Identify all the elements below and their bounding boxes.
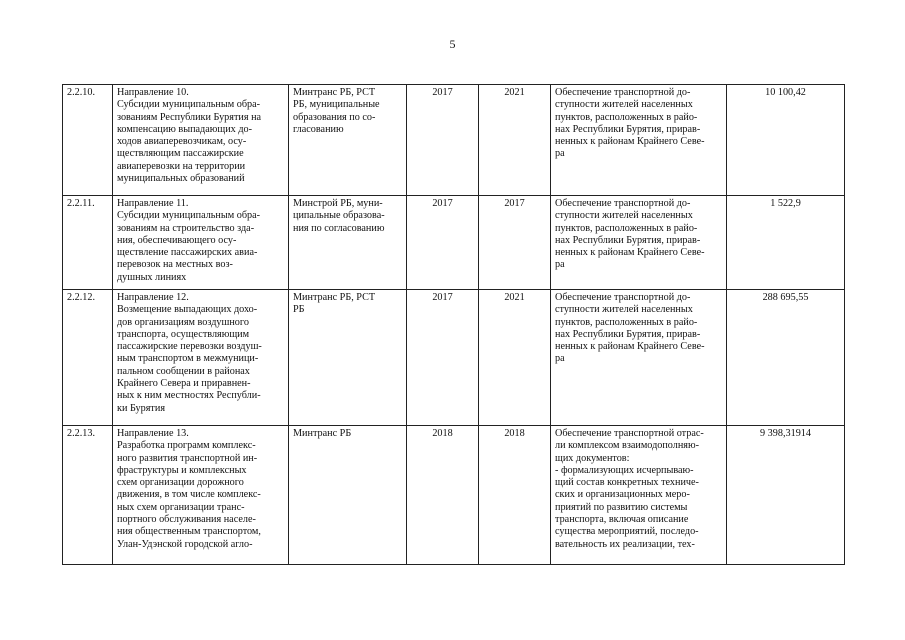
responsible-executor (289, 290, 407, 426)
cell-line: РБ, муниципальные (293, 99, 380, 111)
cell-line: ских и организационных меро- (555, 489, 690, 501)
cell-line: приятий по развитию системы (555, 501, 688, 513)
cell-line: образования по со- (293, 111, 376, 123)
cell-line: ра (555, 353, 565, 365)
cell-line: Разработка программ комплекс- (117, 440, 256, 452)
cell-line: транспорта, включая описание (555, 514, 689, 526)
cell-line: пунктов, расположенных в райо- (555, 316, 698, 328)
cell-line: фраструктуры и комплексных (117, 464, 247, 476)
cell-line: транспорта, осуществляющим (117, 328, 250, 340)
cell-line: Минстрой РБ, муни- (293, 198, 383, 209)
cell-line: Направление 12. (117, 292, 189, 303)
cell-line: компенсацию выпадающих до- (117, 123, 252, 135)
measure-number (63, 196, 113, 290)
cell-line: ным транспортом в межмуници- (117, 353, 259, 365)
cell-line: Минтранс РБ, РСТ (293, 87, 376, 98)
cell-text: 2017 (504, 198, 525, 209)
cell-line: щий состав конкретных техниче- (555, 477, 699, 489)
cell-line: ных к ним местностях Республи- (117, 390, 261, 402)
measure-description (113, 290, 289, 426)
cell-line: существа мероприятий, последо- (555, 526, 699, 538)
cell-line: ния общественным транспортом, (117, 526, 261, 538)
table-row (63, 85, 845, 196)
cell-text: 1 522,9 (770, 198, 801, 209)
cell-line: Минтранс РБ (293, 428, 352, 439)
cell-text: 288 695,55 (762, 292, 809, 303)
end-year (479, 85, 551, 196)
expected-result (551, 290, 727, 426)
funding-amount (727, 426, 845, 565)
end-year (479, 290, 551, 426)
cell-line: Обеспечение транспортной до- (555, 198, 691, 209)
expected-result (551, 196, 727, 290)
measure-description (113, 426, 289, 565)
cell-text: 9 398,31914 (760, 428, 811, 439)
cell-line: ных схем организации транс- (117, 501, 245, 513)
cell-text: 2.2.11. (67, 198, 95, 209)
cell-line: ступности жителей населенных (555, 304, 693, 316)
cell-line: дов организациям воздушного (117, 316, 249, 328)
cell-line: Минтранс РБ, РСТ (293, 292, 376, 303)
program-measures-table (62, 84, 845, 565)
cell-line: Направление 10. (117, 87, 189, 98)
end-year (479, 426, 551, 565)
cell-line: гласованию (293, 123, 344, 135)
cell-line: ния по согласованию (293, 222, 385, 234)
cell-line: зованиям на строительство зда- (117, 222, 255, 234)
cell-line: ного развития транспортной ин- (117, 452, 258, 464)
cell-text: 2021 (504, 87, 525, 98)
cell-line: ненных к районам Крайнего Севе- (555, 247, 705, 259)
cell-line: пунктов, расположенных в райо- (555, 222, 698, 234)
cell-line: ки Бурятия (117, 402, 166, 414)
cell-line: ступности жителей населенных (555, 99, 693, 111)
start-year (407, 290, 479, 426)
measure-number (63, 290, 113, 426)
cell-line: ципальные образова- (293, 210, 385, 222)
cell-line: движения, в том числе комплекс- (117, 489, 261, 501)
cell-line: пассажирские перевозки воздуш- (117, 341, 262, 353)
cell-line: Крайнего Севера и приравнен- (117, 378, 251, 390)
cell-text: 2017 (432, 292, 453, 303)
funding-amount (727, 196, 845, 290)
funding-amount (727, 290, 845, 426)
cell-line: ществляющим пассажирские (117, 148, 244, 160)
start-year (407, 426, 479, 565)
measure-description (113, 196, 289, 290)
cell-text: 10 100,42 (765, 87, 806, 98)
cell-line: перевозок на местных воз- (117, 259, 233, 271)
responsible-executor (289, 196, 407, 290)
end-year (479, 196, 551, 290)
expected-result (551, 85, 727, 196)
cell-line: ступности жителей населенных (555, 210, 693, 222)
cell-line: нах Республики Бурятия, прирав- (555, 123, 701, 135)
cell-line: ли комплексом взаимодополняю- (555, 440, 699, 452)
cell-line: схем организации дорожного (117, 477, 244, 489)
table-row (63, 290, 845, 426)
table-row (63, 196, 845, 290)
cell-line: ния, обеспечивающего осу- (117, 234, 237, 246)
cell-line: пальном сообщении в районах (117, 365, 250, 377)
table-row (63, 426, 845, 565)
cell-line: щих документов: (555, 452, 630, 464)
cell-line: Субсидии муниципальным обра- (117, 99, 261, 111)
cell-line: ра (555, 259, 565, 271)
cell-line: РБ (293, 304, 305, 316)
cell-text: 2017 (432, 87, 453, 98)
cell-line: муниципальных образований (117, 173, 245, 185)
cell-text: 2018 (432, 428, 453, 439)
cell-line: зованиям Республики Бурятия на (117, 111, 262, 123)
cell-line: Направление 13. (117, 428, 189, 439)
cell-line: Субсидии муниципальным обра- (117, 210, 261, 222)
expected-result (551, 426, 727, 565)
cell-line: вательность их реализации, тех- (555, 538, 695, 550)
cell-line: Возмещение выпадающих дохо- (117, 304, 258, 316)
cell-line: портного обслуживания населе- (117, 514, 256, 526)
cell-text: 2.2.12. (67, 292, 96, 303)
measure-description (113, 85, 289, 196)
cell-line: нах Республики Бурятия, прирав- (555, 234, 701, 246)
cell-line: ществление пассажирских авиа- (117, 247, 258, 259)
cell-line: нах Республики Бурятия, прирав- (555, 328, 701, 340)
cell-line: пунктов, расположенных в райо- (555, 111, 698, 123)
cell-line: Обеспечение транспортной до- (555, 87, 691, 98)
cell-line: ненных к районам Крайнего Севе- (555, 341, 705, 353)
cell-line: ненных к районам Крайнего Севе- (555, 136, 705, 148)
cell-line: Обеспечение транспортной до- (555, 292, 691, 303)
cell-line: ходов авиаперевозчикам, осу- (117, 136, 247, 148)
cell-line: авиаперевозки на территории (117, 160, 246, 172)
cell-text: 2.2.13. (67, 428, 96, 439)
responsible-executor (289, 426, 407, 565)
page-number: 5 (449, 37, 456, 51)
measure-number (63, 426, 113, 565)
cell-line: Направление 11. (117, 198, 189, 209)
start-year (407, 196, 479, 290)
cell-text: 2018 (504, 428, 525, 439)
cell-line: душных линиях (117, 271, 187, 283)
cell-text: 2.2.10. (67, 87, 96, 98)
cell-text: 2017 (432, 198, 453, 209)
cell-line: - формализующих исчерпываю- (555, 464, 694, 476)
cell-text: 2021 (504, 292, 525, 303)
cell-line: Обеспечение транспортной отрас- (555, 428, 704, 439)
cell-line: Улан-Удэнской городской агло- (117, 538, 253, 550)
funding-amount (727, 85, 845, 196)
responsible-executor (289, 85, 407, 196)
measure-number (63, 85, 113, 196)
cell-line: ра (555, 148, 565, 160)
start-year (407, 85, 479, 196)
